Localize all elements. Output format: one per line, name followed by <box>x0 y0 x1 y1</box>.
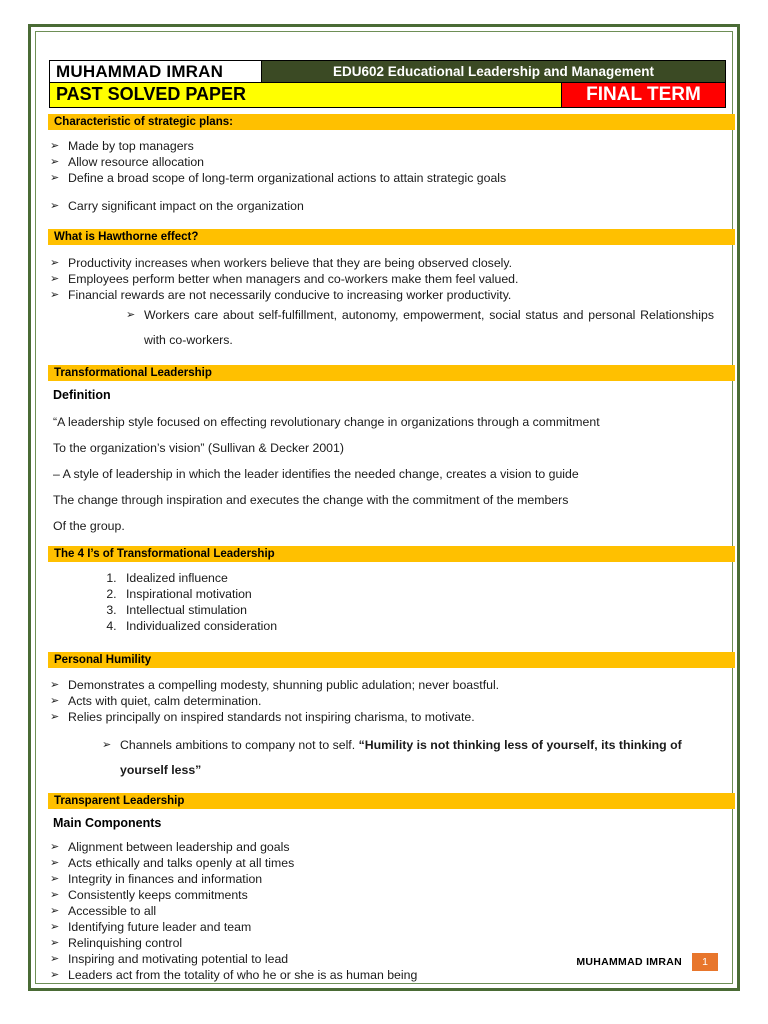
list-item-humility-quote <box>100 733 722 783</box>
page-content-area <box>36 32 732 983</box>
footer-page-number: 1 <box>692 953 718 971</box>
list-hawthorne <box>48 255 722 303</box>
list-strategic-plans-extra <box>48 198 722 214</box>
header-term-badge: FINAL TERM <box>562 83 726 108</box>
section-heading-strategic-plans: Characteristic of strategic plans: <box>48 114 735 130</box>
list-item: ➢ Alignment between leadership and goals <box>48 839 722 855</box>
list-item: ➢ Inspiring and motivating potential to lead <box>48 951 722 967</box>
section-heading-personal-humility: Personal Humility <box>48 652 735 668</box>
list-item: ➢ Allow resource allocation <box>48 154 722 170</box>
list-personal-humility <box>48 677 722 725</box>
header-row-bottom <box>49 83 726 108</box>
paragraph-definition-line-1: “A leadership style focused on effecting revolutionary change in organizations through a commitment <box>53 415 600 429</box>
list-four-is <box>100 570 722 634</box>
list-item: ➢ Acts with quiet, calm determination. <box>48 693 722 709</box>
list-item: ➢ Define a broad scope of long-term organizational actions to attain strategic goals <box>48 170 722 186</box>
page-border-inner <box>35 31 733 984</box>
section-heading-four-is: The 4 I’s of Transformational Leadership <box>48 546 735 562</box>
list-item: 4. Individualized consideration <box>120 618 722 634</box>
header-row-top <box>49 60 726 83</box>
list-item: ➢ Carry significant impact on the organization <box>48 198 722 214</box>
list-item: ➢ Relies principally on inspired standards not inspiring charisma, to motivate. <box>48 709 722 725</box>
list-item: ➢ Identifying future leader and team <box>48 919 722 935</box>
list-strategic-plans <box>48 138 722 186</box>
list-item: ➢ Made by top managers <box>48 138 722 154</box>
list-item: 3. Intellectual stimulation <box>120 602 722 618</box>
subheading-main-components: Main Components <box>53 816 162 830</box>
paragraph-definition-line-2: To the organization’s vision” (Sullivan & Decker 2001) <box>53 441 344 455</box>
list-item: 2. Inspirational motivation <box>120 586 722 602</box>
header-author-name: MUHAMMAD IMRAN <box>49 60 262 83</box>
page-footer <box>36 953 718 971</box>
footer-author-name: MUHAMMAD IMRAN <box>576 956 682 968</box>
list-item: ➢ Employees perform better when managers and co-workers make them feel valued. <box>48 271 722 287</box>
section-heading-transparent: Transparent Leadership <box>48 793 735 809</box>
list-item: ➢ Accessible to all <box>48 903 722 919</box>
humility-quote-bold: “Humility is not thinking less of yourself, its thinking of yourself less” <box>120 738 682 777</box>
header-paper-label: PAST SOLVED PAPER <box>49 83 562 108</box>
humility-quote-lead: Channels ambitions to company not to self. <box>120 738 359 752</box>
list-item: ➢ Relinquishing control <box>48 935 722 951</box>
list-item: ➢ Consistently keeps commitments <box>48 887 722 903</box>
header-course-title: EDU602 Educational Leadership and Management <box>262 60 726 83</box>
document-body <box>36 114 732 983</box>
list-item: ➢ Leaders act from the totality of who he or she is as human being <box>48 967 722 983</box>
subheading-definition: Definition <box>53 388 111 402</box>
list-item: ➢ Demonstrates a compelling modesty, shunning public adulation; never boastful. <box>48 677 722 693</box>
list-item: ➢ Financial rewards are not necessarily conducive to increasing worker productivity. <box>48 287 722 303</box>
list-item: 1. Idealized influence <box>120 570 722 586</box>
section-heading-transformational: Transformational Leadership <box>48 365 735 381</box>
paragraph-definition-line-3: – A style of leadership in which the leader identifies the needed change, creates a vision to guide <box>53 467 579 481</box>
list-item: ➢ Acts ethically and talks openly at all times <box>48 855 722 871</box>
document-header-table <box>49 60 726 108</box>
list-item: ➢ Productivity increases when workers believe that they are being observed closely. <box>48 255 722 271</box>
page-border-outer <box>28 24 740 991</box>
paragraph-definition-line-4: The change through inspiration and executes the change with the commitment of the members <box>53 493 569 507</box>
section-heading-hawthorne: What is Hawthorne effect? <box>48 229 735 245</box>
list-item: ➢ Integrity in finances and information <box>48 871 722 887</box>
paragraph-definition-line-5: Of the group. <box>53 519 125 533</box>
list-item-hawthorne-wrapped: ➢ Workers care about self-fulfillment, autonomy, empowerment, social status and personal Relationships with co-workers. <box>124 303 722 353</box>
